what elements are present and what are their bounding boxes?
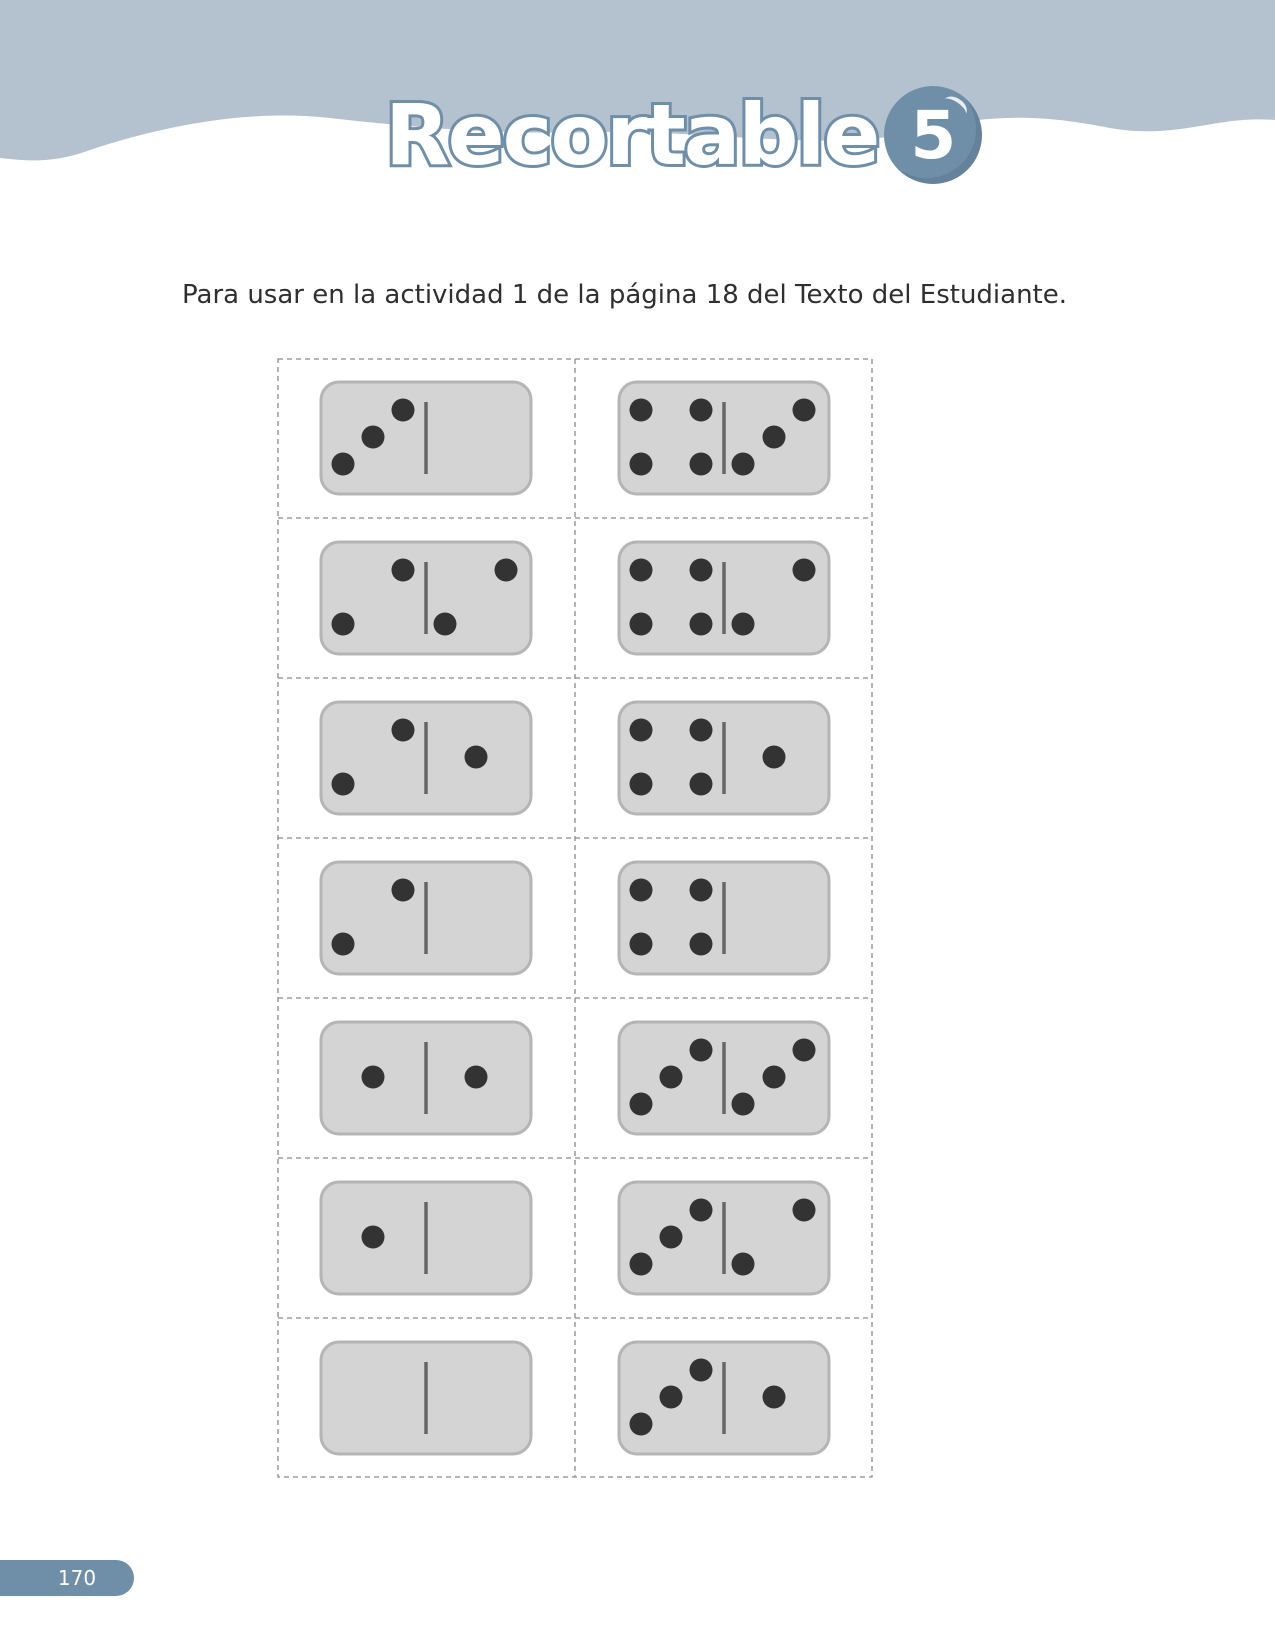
- domino-pip: [763, 746, 786, 769]
- domino-pip: [793, 1039, 816, 1062]
- page-number: 170: [0, 1560, 134, 1596]
- domino-svg: [277, 358, 877, 1478]
- domino-pip: [630, 933, 653, 956]
- domino-tile: [321, 382, 531, 494]
- domino-pip: [690, 773, 713, 796]
- domino-pip: [793, 559, 816, 582]
- domino-pip: [732, 1253, 755, 1276]
- domino-pip: [690, 1199, 713, 1222]
- domino-tile: [321, 862, 531, 974]
- domino-pip: [465, 1066, 488, 1089]
- domino-pip: [630, 719, 653, 742]
- domino-pip: [690, 879, 713, 902]
- domino-pip: [392, 559, 415, 582]
- domino-pip: [630, 399, 653, 422]
- domino-pip: [630, 1413, 653, 1436]
- domino-pip: [793, 1199, 816, 1222]
- page-title: [385, 80, 982, 190]
- title-number-badge: [884, 86, 982, 184]
- instruction-text: Para usar en la actividad 1 de la página 18 del Texto del Estudiante.: [182, 280, 1068, 310]
- domino-pip: [392, 879, 415, 902]
- domino-pip: [630, 773, 653, 796]
- domino-pip: [763, 1066, 786, 1089]
- domino-tile: [619, 1182, 829, 1294]
- domino-pip: [793, 399, 816, 422]
- domino-pip: [362, 1066, 385, 1089]
- title-text: Recortable: [385, 86, 879, 184]
- domino-pip: [332, 933, 355, 956]
- domino-tile: [321, 1182, 531, 1294]
- domino-tile: [619, 382, 829, 494]
- domino-pip: [763, 426, 786, 449]
- domino-tile: [619, 542, 829, 654]
- domino-pip: [690, 453, 713, 476]
- domino-pip: [392, 719, 415, 742]
- domino-pip: [690, 1039, 713, 1062]
- domino-pip: [732, 613, 755, 636]
- domino-tile: [321, 702, 531, 814]
- domino-tile: [321, 1342, 531, 1454]
- domino-pip: [732, 453, 755, 476]
- domino-pip: [630, 1253, 653, 1276]
- domino-pip: [630, 453, 653, 476]
- domino-tile: [619, 702, 829, 814]
- domino-pip: [660, 1386, 683, 1409]
- domino-pip: [690, 933, 713, 956]
- domino-pip: [660, 1226, 683, 1249]
- domino-pip: [690, 719, 713, 742]
- domino-pip: [690, 613, 713, 636]
- domino-tile: [321, 542, 531, 654]
- domino-pip: [332, 773, 355, 796]
- domino-pip: [630, 613, 653, 636]
- domino-pip: [763, 1386, 786, 1409]
- domino-pip: [630, 1093, 653, 1116]
- domino-pip: [690, 1359, 713, 1382]
- domino-tile: [619, 1342, 829, 1454]
- domino-pip: [362, 426, 385, 449]
- domino-tile: [321, 1022, 531, 1134]
- domino-pip: [495, 559, 518, 582]
- domino-pip: [690, 399, 713, 422]
- domino-pip: [690, 559, 713, 582]
- domino-pip: [630, 559, 653, 582]
- domino-tile: [619, 862, 829, 974]
- domino-pip: [332, 453, 355, 476]
- domino-pip: [332, 613, 355, 636]
- domino-pip: [660, 1066, 683, 1089]
- domino-tile: [619, 1022, 829, 1134]
- domino-pip: [732, 1093, 755, 1116]
- domino-pip: [630, 879, 653, 902]
- title-number: 5: [910, 96, 957, 174]
- domino-cutout-grid: [277, 358, 877, 1478]
- domino-pip: [434, 613, 457, 636]
- domino-pip: [392, 399, 415, 422]
- domino-pip: [362, 1226, 385, 1249]
- domino-pip: [465, 746, 488, 769]
